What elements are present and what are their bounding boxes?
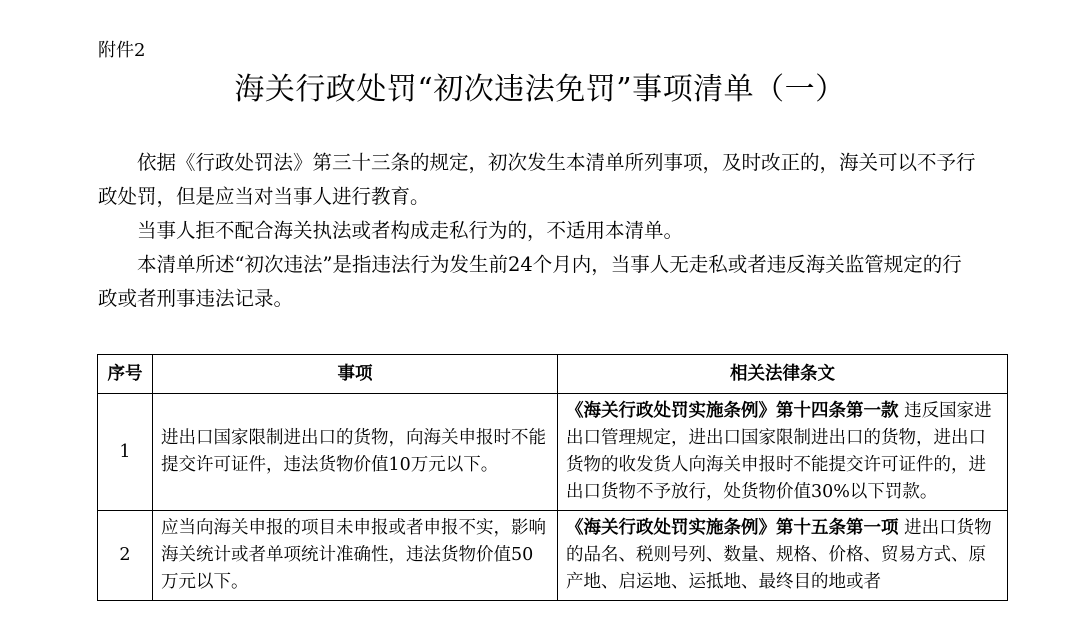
row-law [558,511,1008,601]
items-table [97,354,1008,601]
table-row [98,511,1008,601]
law-text: 违反国家进出口管理规定，进出口国家限制进出口的货物，进出口货物的收发货人向海关申报时不能提交许可证件的，进出口货物不予放行，处货物价值30%以下罚款。 [566,401,992,502]
table-header-row [98,355,1008,394]
law-text: 进出口货物的品名、税则号列、数量、规格、价格、贸易方式、原产地、启运地、运抵地、最终目的地或者 [566,518,992,592]
intro-paragraph-2: 当事人拒不配合海关执法或者构成走私行为的，不适用本清单。 [137,219,684,242]
intro-section [98,146,978,316]
header-number: 序号 [98,355,153,394]
table-row [98,394,1008,511]
header-law: 相关法律条文 [558,355,1008,394]
intro-paragraph-3: 本清单所述“初次违法”是指违法行为发生前24个月内，当事人无走私或者违反海关监管规定的行政或者刑事违法记录。 [98,253,962,310]
row-number: 2 [98,511,153,601]
header-item: 事项 [153,355,558,394]
law-title: 《海关行政处罚实施条例》第十五条第一项 [566,518,899,538]
intro-paragraph-1: 依据《行政处罚法》第三十三条的规定，初次发生本清单所列事项，及时改正的，海关可以不予行政处罚，但是应当对当事人进行教育。 [98,151,976,208]
law-title: 《海关行政处罚实施条例》第十四条第一款 [566,401,899,421]
attachment-label: 附件2 [98,40,146,61]
row-law [558,394,1008,511]
row-item: 进出口国家限制进出口的货物，向海关申报时不能提交许可证件，违法货物价值10万元以下。 [153,394,558,511]
row-item: 应当向海关申报的项目未申报或者申报不实，影响海关统计或者单项统计准确性，违法货物价值50万元以下。 [153,511,558,601]
row-number: 1 [98,394,153,511]
document-title: 海关行政处罚“初次违法免罚”事项清单（一） [234,72,846,107]
